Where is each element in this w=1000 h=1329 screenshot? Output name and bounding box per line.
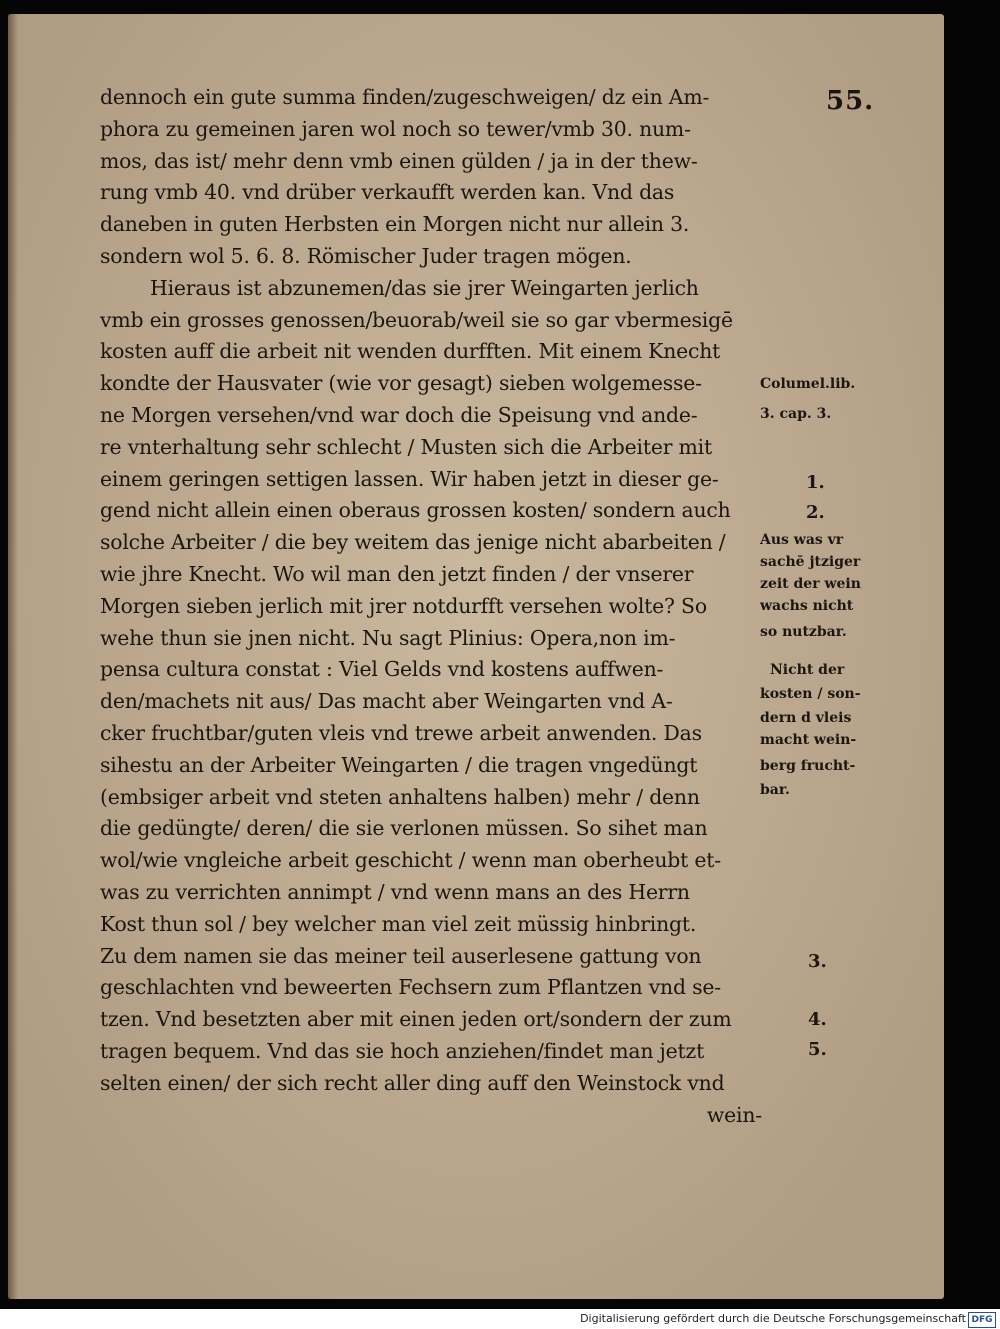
text-line: cker fruchtbar/guten vleis vnd trewe arbeit anwenden. Das [100,720,702,745]
margin-note: zeit der wein [760,576,861,592]
text-line: sihestu an der Arbeiter Weingarten / die tragen vngedüngt [100,752,698,777]
margin-note: bar. [760,782,790,798]
margin-note: Nicht der [770,662,845,678]
margin-note: 4. [808,1009,827,1030]
text-line: den/machets nit aus/ Das macht aber Weingarten vnd A- [100,689,673,714]
text-line: tzen. Vnd besetzten aber mit einen jeden ort/sondern der zum [100,1007,732,1032]
margin-note: so nutzbar. [760,624,847,640]
text-line: daneben in guten Herbsten ein Morgen nicht nur allein 3. [100,212,690,237]
text-line: Hieraus ist abzunemen/das sie jrer Weingarten jerlich [150,275,699,300]
margin-note: Aus was vr [760,532,844,548]
text-line: kondte der Hausvater (wie vor gesagt) sieben wolgemesse- [100,371,702,396]
text-line: wehe thun sie jnen nicht. Nu sagt Plinius: Opera,non im- [100,625,676,650]
text-line: phora zu gemeinen jaren wol noch so tewer/vmb 30. num- [100,116,691,141]
text-line: pensa cultura constat : Viel Gelds vnd kostens auffwen- [100,657,664,682]
text-line: die gedüngte/ deren/ die sie verlonen müssen. So sihet man [100,816,708,841]
margin-note: macht wein- [760,732,857,748]
margin-note: wachs nicht [760,598,854,614]
margin-note: berg frucht- [760,758,856,774]
text-line: ne Morgen versehen/vnd war doch die Speisung vnd ande- [100,402,698,427]
text-line: was zu verrichten annimpt / vnd wenn mans an des Herrn [100,879,690,904]
margin-note: Columel.lib. [760,376,856,392]
text-line: tragen bequem. Vnd das sie hoch anziehen/findet man jetzt [100,1038,705,1063]
text-line: mos, das ist/ mehr denn vmb einen gülden / ja in der thew- [100,148,698,173]
dfg-logo-icon: DFG [968,1312,996,1328]
page-number: 55. [826,86,875,116]
margin-note: 5. [808,1039,827,1060]
page-binding-shadow [8,14,18,1299]
text-line: geschlachten vnd beweerten Fechsern zum Pflantzen vnd se- [100,975,721,1000]
body-text [100,82,770,1131]
margin-note: 3. cap. 3. [760,406,832,422]
text-line: Kost thun sol / bey welcher man viel zeit müssig hinbringt. [100,911,697,936]
text-line: (embsiger arbeit vnd steten anhaltens halben) mehr / denn [100,784,700,809]
catchword: wein- [706,1102,762,1127]
text-line: Zu dem namen sie das meiner teil auserlesene gattung von [100,943,702,968]
text-line: gend nicht allein einen oberaus grossen kosten/ sondern auch [100,498,731,523]
text-line: selten einen/ der sich recht aller ding auff den Weinstock vnd [100,1070,725,1095]
text-line: sondern wol 5. 6. 8. Römischer Juder tragen mögen. [100,243,632,268]
text-line: solche Arbeiter / die bey weitem das jenige nicht abarbeiten / [100,530,726,555]
text-line: rung vmb 40. vnd drüber verkaufft werden kan. Vnd das [100,180,675,205]
text-line: vmb ein grosses genossen/beuorab/weil sie so gar vbermesigē [100,307,733,332]
text-line: dennoch ein gute summa finden/zugeschweigen/ dz ein Am- [100,85,710,109]
margin-note: 1. [806,472,825,493]
text-line: kosten auff die arbeit nit wenden durfften. Mit einem Knecht [100,339,721,364]
margin-note: 3. [808,951,827,972]
margin-note: kosten / son- [760,686,861,702]
text-line: wol/wie vngleiche arbeit geschicht / wenn man oberheubt et- [100,848,721,873]
margin-note: dern d vleis [760,710,852,726]
footer-bar [0,1309,1000,1329]
text-line: Morgen sieben jerlich mit jrer notdurfft versehen wolte? So [100,593,707,618]
margin-note: sachē jtziger [760,554,861,570]
margin-note: 2. [806,502,825,523]
text-line: re vnterhaltung sehr schlecht / Musten sich die Arbeiter mit [100,434,712,459]
text-line: einem geringen settigen lassen. Wir haben jetzt in dieser ge- [100,466,719,491]
footer-credit: Digitalisierung gefördert durch die Deutsche Forschungsgemeinschaft [580,1312,966,1325]
text-line: wie jhre Knecht. Wo wil man den jetzt finden / der vnserer [100,561,694,586]
